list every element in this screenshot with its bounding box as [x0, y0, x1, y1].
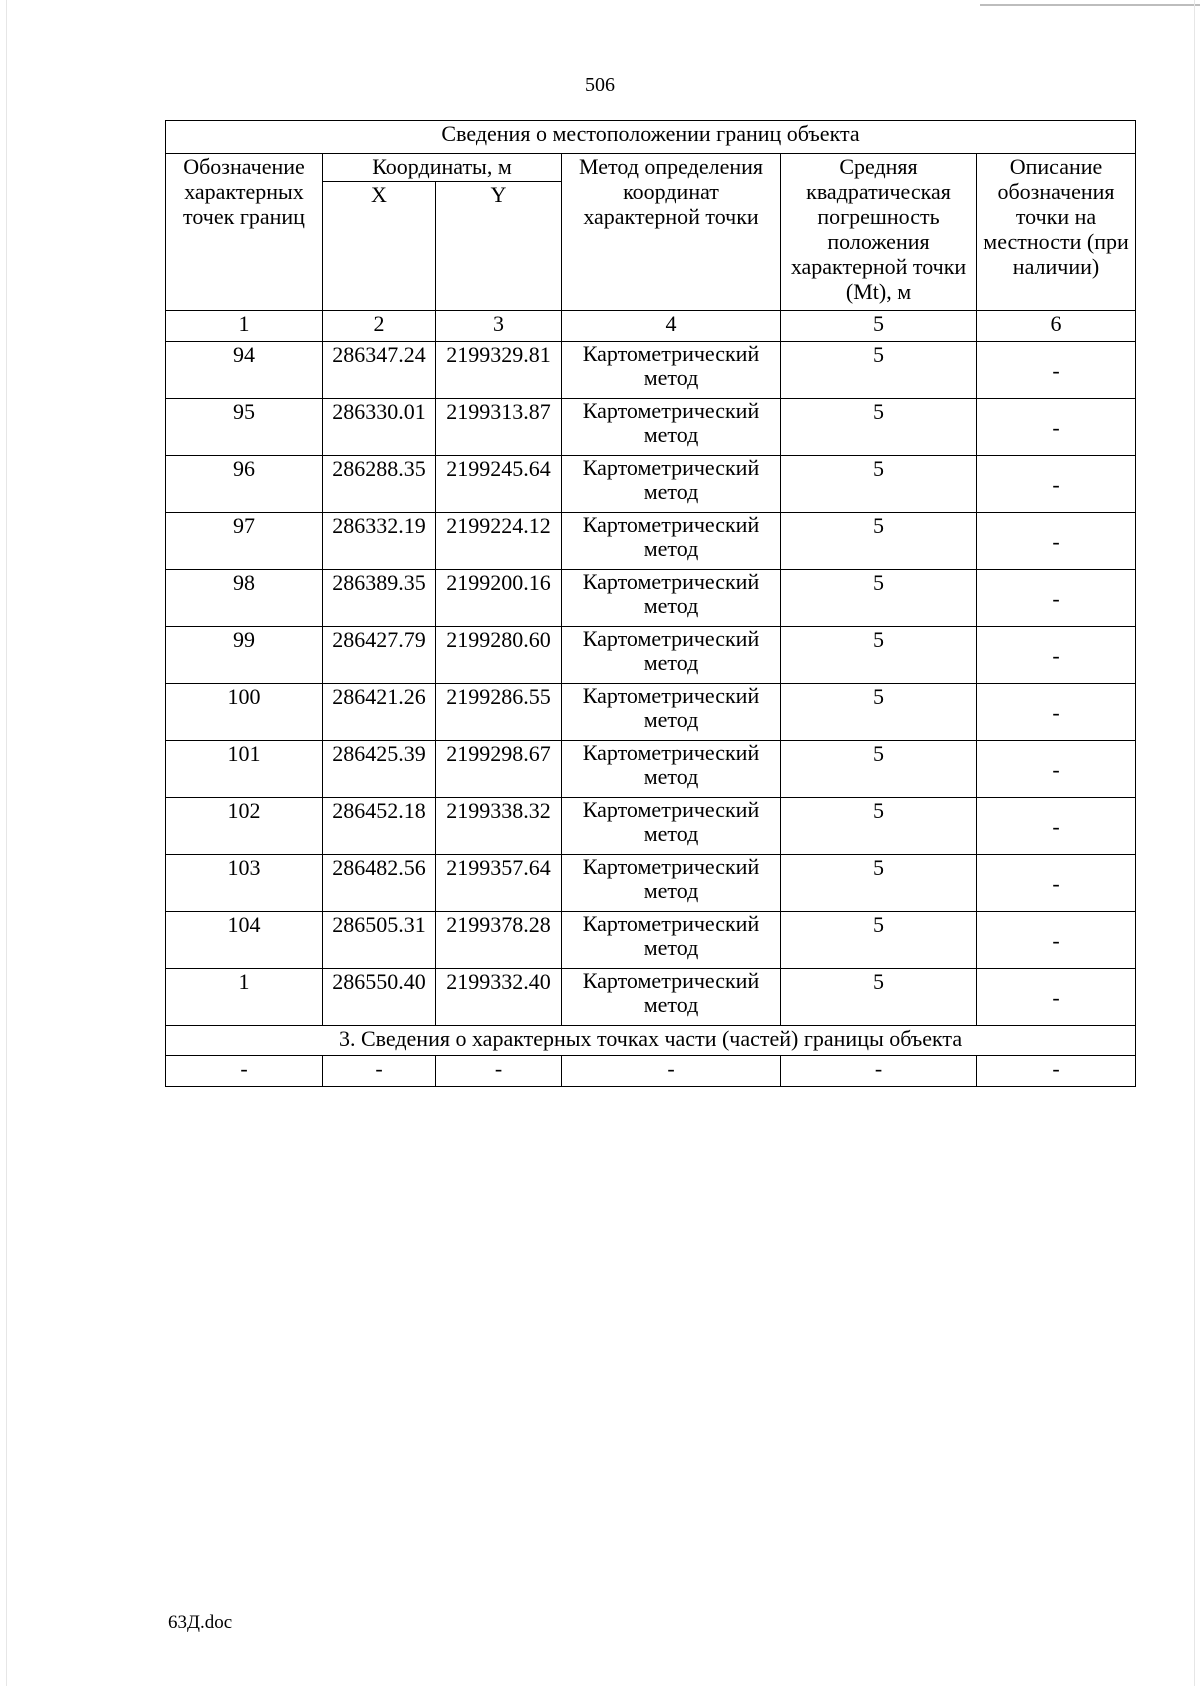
section-3-cell: -: [436, 1056, 562, 1087]
footer-filename: 63Д.doc: [168, 1612, 233, 1633]
cell-point: 99: [166, 627, 323, 684]
scan-edge-right: [1194, 0, 1195, 1686]
cell-y: 2199280.60: [436, 627, 562, 684]
cell-point: 95: [166, 399, 323, 456]
table-row: [166, 570, 1136, 627]
cell-point: 1: [166, 969, 323, 1026]
cell-y: 2199245.64: [436, 456, 562, 513]
header-x: X: [323, 182, 436, 311]
cell-method: Картометрический метод: [562, 342, 781, 399]
section-3-cell: -: [977, 1056, 1136, 1087]
cell-y: 2199338.32: [436, 798, 562, 855]
cell-description: -: [977, 912, 1136, 969]
cell-error: 5: [781, 513, 977, 570]
section-3-title: 3. Сведения о характерных точках части (частей) границы объекта: [166, 1026, 1136, 1056]
table-row: [166, 684, 1136, 741]
cell-point: 101: [166, 741, 323, 798]
cell-description: -: [977, 456, 1136, 513]
cell-description: -: [977, 969, 1136, 1026]
cell-method: Картометрический метод: [562, 399, 781, 456]
table-row: [166, 969, 1136, 1026]
table-row: [166, 513, 1136, 570]
section-3-cell: -: [166, 1056, 323, 1087]
cell-y: 2199298.67: [436, 741, 562, 798]
cell-description: -: [977, 684, 1136, 741]
cell-y: 2199357.64: [436, 855, 562, 912]
scan-edge-left: [6, 0, 7, 1686]
cell-method: Картометрический метод: [562, 570, 781, 627]
cell-point: 103: [166, 855, 323, 912]
column-number: 6: [977, 311, 1136, 342]
cell-y: 2199313.87: [436, 399, 562, 456]
cell-description: -: [977, 513, 1136, 570]
cell-error: 5: [781, 342, 977, 399]
cell-error: 5: [781, 684, 977, 741]
table-row: [166, 855, 1136, 912]
table-row: [166, 399, 1136, 456]
cell-point: 98: [166, 570, 323, 627]
table-row: [166, 912, 1136, 969]
table-row: [166, 798, 1136, 855]
cell-error: 5: [781, 912, 977, 969]
cell-method: Картометрический метод: [562, 798, 781, 855]
section-3-cell: -: [781, 1056, 977, 1087]
column-number: 3: [436, 311, 562, 342]
cell-description: -: [977, 798, 1136, 855]
scan-edge-top: [980, 4, 1200, 6]
cell-point: 100: [166, 684, 323, 741]
table-title: Сведения о местоположении границ объекта: [166, 121, 1136, 154]
cell-x: 286288.35: [323, 456, 436, 513]
cell-error: 5: [781, 855, 977, 912]
section-3-cell: -: [562, 1056, 781, 1087]
column-number-row: [166, 311, 1136, 342]
cell-method: Картометрический метод: [562, 513, 781, 570]
cell-description: -: [977, 741, 1136, 798]
cell-y: 2199378.28: [436, 912, 562, 969]
cell-method: Картометрический метод: [562, 912, 781, 969]
table-row: [166, 456, 1136, 513]
cell-x: 286452.18: [323, 798, 436, 855]
cell-x: 286427.79: [323, 627, 436, 684]
cell-point: 102: [166, 798, 323, 855]
cell-point: 94: [166, 342, 323, 399]
cell-description: -: [977, 342, 1136, 399]
cell-method: Картометрический метод: [562, 627, 781, 684]
table-row: [166, 741, 1136, 798]
table-row: [166, 627, 1136, 684]
column-number: 1: [166, 311, 323, 342]
header-method: Метод определения координат характерной точки: [562, 154, 781, 311]
cell-error: 5: [781, 570, 977, 627]
cell-x: 286550.40: [323, 969, 436, 1026]
cell-x: 286347.24: [323, 342, 436, 399]
cell-x: 286332.19: [323, 513, 436, 570]
cell-method: Картометрический метод: [562, 741, 781, 798]
cell-y: 2199329.81: [436, 342, 562, 399]
column-number: 5: [781, 311, 977, 342]
cell-x: 286482.56: [323, 855, 436, 912]
cell-error: 5: [781, 741, 977, 798]
cell-method: Картометрический метод: [562, 969, 781, 1026]
cell-x: 286421.26: [323, 684, 436, 741]
header-coordinates: Координаты, м: [323, 154, 562, 182]
cell-description: -: [977, 399, 1136, 456]
cell-y: 2199286.55: [436, 684, 562, 741]
section-3-data-row: [166, 1056, 1136, 1087]
cell-error: 5: [781, 969, 977, 1026]
cell-x: 286505.31: [323, 912, 436, 969]
cell-error: 5: [781, 798, 977, 855]
table-row: [166, 342, 1136, 399]
cell-x: 286389.35: [323, 570, 436, 627]
cell-y: 2199224.12: [436, 513, 562, 570]
cell-point: 104: [166, 912, 323, 969]
cell-point: 96: [166, 456, 323, 513]
cell-method: Картометрический метод: [562, 684, 781, 741]
section-3-cell: -: [323, 1056, 436, 1087]
cell-x: 286330.01: [323, 399, 436, 456]
header-error: Средняя квадратическая погрешность положения характерной точки (Mt), м: [781, 154, 977, 311]
page-number: 506: [585, 74, 615, 96]
section-3-row: [166, 1026, 1136, 1056]
cell-error: 5: [781, 399, 977, 456]
column-number: 2: [323, 311, 436, 342]
table-title-row: [166, 121, 1136, 154]
column-number: 4: [562, 311, 781, 342]
header-row: [166, 154, 1136, 182]
cell-x: 286425.39: [323, 741, 436, 798]
header-y: Y: [436, 182, 562, 311]
cell-error: 5: [781, 627, 977, 684]
header-point-designation: Обозначение характерных точек границ: [166, 154, 323, 311]
cell-description: -: [977, 627, 1136, 684]
cell-point: 97: [166, 513, 323, 570]
cell-y: 2199332.40: [436, 969, 562, 1026]
cell-description: -: [977, 855, 1136, 912]
cell-y: 2199200.16: [436, 570, 562, 627]
cell-description: -: [977, 570, 1136, 627]
cell-method: Картометрический метод: [562, 855, 781, 912]
header-description: Описание обозначения точки на местности (при наличии): [977, 154, 1136, 311]
cell-error: 5: [781, 456, 977, 513]
boundary-coordinates-table: [165, 120, 1136, 1087]
cell-method: Картометрический метод: [562, 456, 781, 513]
